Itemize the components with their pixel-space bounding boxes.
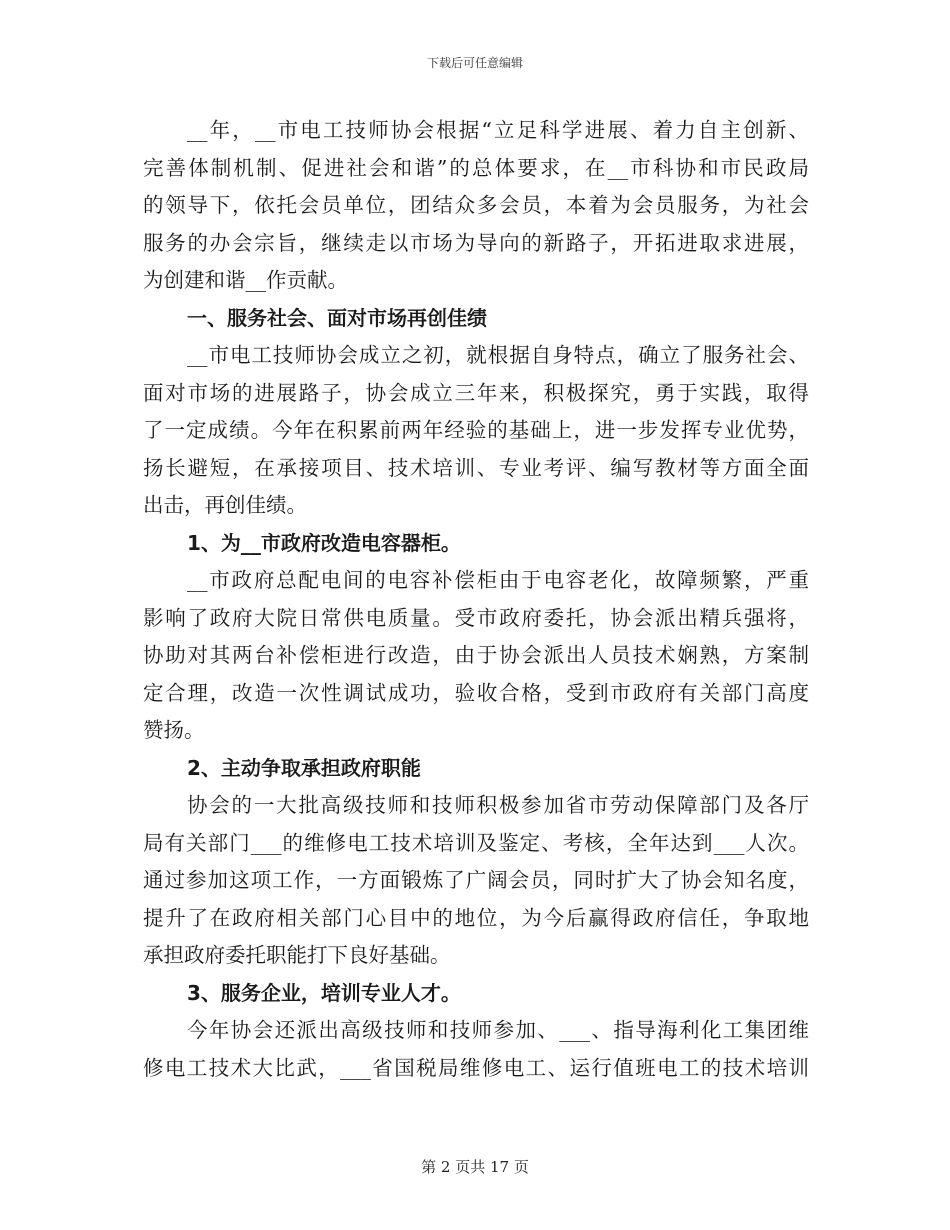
paragraph-line: __年，__市电工技师协会根据“立足科学进展、着力自主创新、 [187, 118, 809, 142]
paragraph-line: 的领导下，依托会员单位，团结众多会员，本着为会员服务，为社会 [143, 193, 809, 217]
paragraph-line: 赞扬。 [143, 718, 205, 742]
paragraph-line: 修电工技术大比武，___省国税局维修电工、运行值班电工的技术培训 [143, 1055, 809, 1080]
paragraph-line: 协助对其两台补偿柜进行改造，由于协会派出人员技术娴熟，方案制 [143, 643, 809, 667]
paragraph-line: 为创建和谐__作贡献。 [143, 268, 348, 292]
section-heading: 1、为__市政府改造电容器柜。 [187, 530, 461, 555]
page-footer: 第 2 页共 17 页 [421, 1158, 529, 1176]
paragraph-line: 完善体制机制、促进社会和谐”的总体要求，在__市科协和市民政局 [143, 155, 809, 180]
paragraph-line: 出击，再创佳绩。 [143, 493, 307, 517]
paragraph-line: 扬长避短，在承接项目、技术培训、专业考评、编写教材等方面全面 [143, 455, 809, 480]
document-body [143, 112, 809, 1087]
paragraph-line: 面对市场的进展路子，协会成立三年来，积极探究，勇于实践，取得 [143, 380, 809, 405]
paragraph-line: 定合理，改造一次性调试成功，验收合格，受到市政府有关部门高度 [143, 680, 809, 705]
paragraph-line: 局有关部门___的维修电工技术培训及鉴定、考核，全年达到___人次。 [143, 830, 809, 855]
section-heading: 一、服务社会、面对市场再创佳绩 [187, 305, 487, 330]
paragraph-line: 协会的一大批高级技师和技师积极参加省市劳动保障部门及各厅 [187, 793, 809, 817]
paragraph-line: 今年协会还派出高级技师和技师参加、___、指导海利化工集团维 [187, 1018, 809, 1042]
section-heading: 2、主动争取承担政府职能 [187, 755, 421, 780]
paragraph-line: __市电工技师协会成立之初，就根据自身特点，确立了服务社会、 [187, 343, 809, 367]
paragraph-line: 提升了在政府相关部门心目中的地位，为今后赢得政府信任，争取地 [143, 905, 809, 930]
section-heading: 3、服务企业，培训专业人才。 [187, 980, 461, 1005]
paragraph-line: __市政府总配电间的电容补偿柜由于电容老化，故障频繁，严重 [187, 568, 809, 592]
paragraph-line: 通过参加这项工作，一方面锻炼了广阔会员，同时扩大了协会知名度， [143, 868, 809, 892]
paragraph-line: 承担政府委托职能打下良好基础。 [143, 943, 451, 967]
paragraph-line: 了一定成绩。今年在积累前两年经验的基础上，进一步发挥专业优势， [143, 418, 809, 442]
page-header: 下载后可任意编辑 [426, 56, 523, 70]
paragraph-line: 服务的办会宗旨，继续走以市场为导向的新路子，开拓进取求进展， [143, 230, 809, 255]
paragraph-line: 影响了政府大院日常供电质量。受市政府委托，协会派出精兵强将， [143, 605, 809, 630]
